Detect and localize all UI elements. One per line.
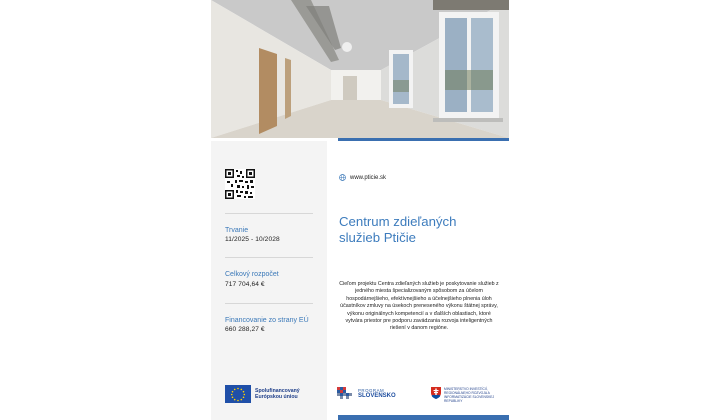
budget-label: Celkový rozpočet: [225, 271, 279, 278]
divider: [225, 213, 313, 214]
program-logo-icon: [337, 387, 355, 401]
title-line-1: Centrum zdieľaných: [339, 214, 457, 229]
slovak-coat-of-arms-icon: [431, 387, 441, 399]
title-line-2: služieb Ptičie: [339, 230, 416, 245]
program-line-1: PROGRAM: [358, 388, 385, 393]
eu-logo-text: [255, 388, 300, 401]
eu-logo: [225, 385, 300, 403]
eu-funding-value: 660 288,27 €: [225, 326, 265, 333]
globe-icon: [339, 174, 346, 181]
eu-line-2: Európskou úniou: [255, 394, 298, 400]
poster: [211, 0, 509, 420]
divider: [225, 303, 313, 304]
website-row[interactable]: [339, 174, 386, 181]
website-link[interactable]: www.pticie.sk: [350, 174, 387, 181]
program-logo-text: [358, 388, 396, 400]
ministry-text: MINISTERSTVO INVESTÍCIÍ, REGIONÁLNEHO ROZVOJA A INFORMATIZÁCIE SLOVENSKEJ REPUBLIKY: [444, 387, 495, 403]
facts-column: [211, 141, 327, 420]
qr-code-icon[interactable]: [225, 169, 255, 199]
accent-bar-bottom: [338, 415, 509, 420]
duration-value: 11/2025 - 10/2028: [225, 236, 280, 243]
divider: [225, 257, 313, 258]
program-line-2: SLOVENSKO: [358, 393, 396, 399]
ministry-logo: [431, 387, 504, 403]
program-slovensko-logo: [337, 387, 396, 401]
duration-label: Trvanie: [225, 227, 249, 234]
logo-strip: [211, 385, 509, 411]
eu-line-1: Spolufinancovaný: [255, 387, 300, 394]
project-description: Cieľom projektu Centra zdieľaných služieb je poskytovanie služieb z jedného miesta špecializovaným spôsobom za účelom hospodárnejšieho, efektívnejšieho a účelnejšieho plnenia úloh účastníkov zmluvy na úsekoch preneseného výkonu štátnej správy, výkonu originálnych kompetencií a v ďalších oblastiach, ktoré vytvára priestor pre podporu zavádzania rozvoja inteligentných riešení v danom regióne.: [339, 281, 499, 332]
eu-funding-label: Financovanie zo strany EÚ: [225, 317, 309, 324]
page-title: [339, 214, 507, 246]
budget-value: 717 704,64 €: [225, 281, 265, 288]
hallway-photo: [211, 0, 509, 138]
content-column: [327, 141, 509, 420]
eu-flag-icon: [225, 385, 251, 403]
